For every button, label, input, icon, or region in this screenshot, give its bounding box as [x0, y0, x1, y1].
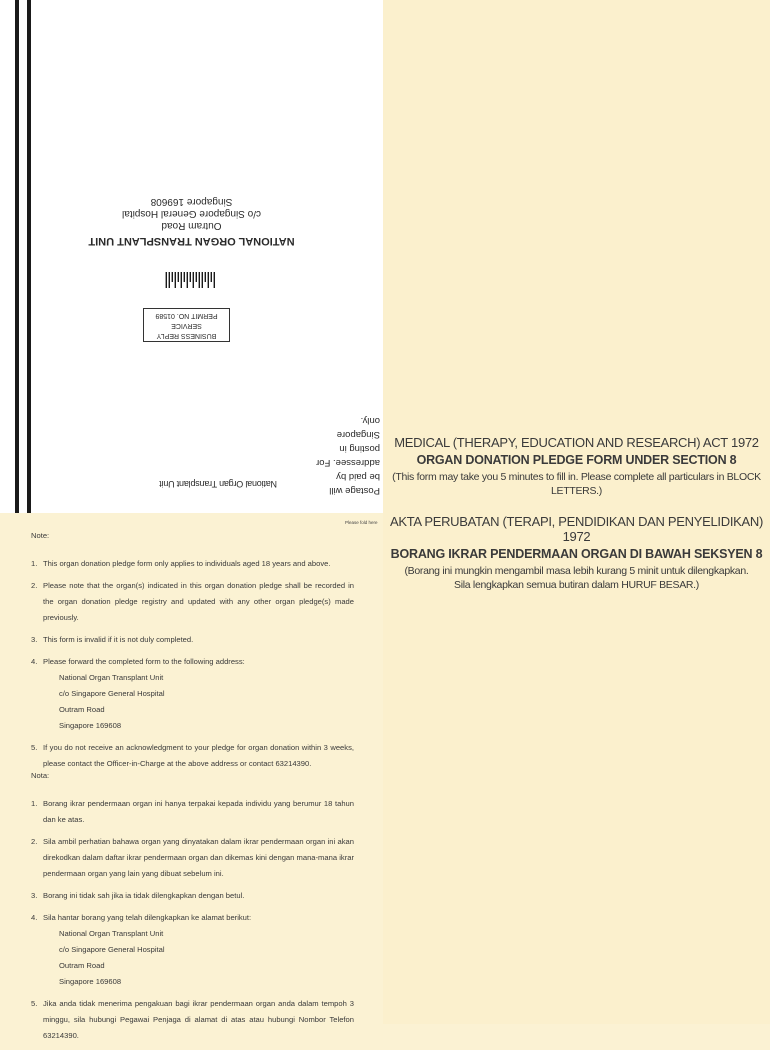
note-item: 3. Borang ini tidak sah jika ia tidak dilengkapkan dengan betul.: [31, 891, 245, 900]
note-text: Sila ambil perhatian bahawa organ yang dinyatakan dalam ikrar pendermaan organ ini akan direkodkan dalam daftar ikrar pendermaan organ dan dikemas kini dengan mana-mana ikrar pendermaan organ yang lain yang dibuat sebelum ini.: [43, 837, 354, 878]
business-reply-mailer: [0, 0, 383, 513]
address-line: c/o Singapore General Hospital: [122, 208, 261, 219]
note-item: 1. Borang ikrar pendermaan organ ini hanya terpakai kepada individu yang berumur 18 tahun dan ke atas.: [31, 799, 354, 824]
note-text: Borang ikrar pendermaan organ ini hanya terpakai kepada individu yang berumur 18 tahun dan ke atas.: [43, 799, 354, 824]
note-item: 4. Please forward the completed form to the following address: National Organ Transplant Unit c/o Singapore General Hospital Outram Road Singapore 169608: [31, 654, 354, 734]
address-line: c/o Singapore General Hospital: [59, 689, 165, 698]
postage-line: addressee. For: [316, 457, 380, 468]
postage-line: posting in: [339, 443, 380, 454]
address-line: Outram Road: [59, 961, 105, 970]
notes-heading: Note:: [31, 531, 50, 540]
address-line: National Organ Transplant Unit: [59, 673, 164, 682]
note-text: This organ donation pledge form only applies to individuals aged 18 years and above.: [43, 559, 331, 568]
mailer-bar: [27, 0, 31, 513]
address-line: Singapore 169608: [150, 196, 233, 207]
postage-note: [316, 413, 380, 497]
note-item: 4. Sila hantar borang yang telah dilengkapkan ke alamat berikut: National Organ Transplant Unit c/o Singapore General Hospital Outram Road Singapore 169608: [31, 910, 354, 990]
address-line: National Organ Transplant Unit: [59, 929, 164, 938]
note-item: 5. If you do not receive an acknowledgment to your pledge for organ donation within 3 weeks, please contact the Officer-in-Charge at the above address or contact 63214390.: [31, 743, 354, 768]
brs-line: PERMIT NO. 01589: [155, 312, 218, 319]
english-notes: [31, 528, 354, 778]
malay-notes: [31, 768, 354, 1050]
cover-panel: [383, 0, 770, 1024]
address-unit: NATIONAL ORGAN TRANSPLANT UNIT: [88, 235, 295, 247]
note-item: 2. Please note that the organ(s) indicated in this organ donation pledge shall be recorded in the organ donation pledge registry and updated with any other organ pledge(s) made previously.: [31, 581, 354, 622]
note-text: Jika anda tidak menerima pengakuan bagi ikrar pendermaan organ anda dalam tempoh 3 minggu, sila hubungi Pegawai Penjaga di alamat di atas atau hubungi Nombor Telefon 63214390.: [43, 999, 354, 1040]
act-title: MEDICAL (THERAPY, EDUCATION AND RESEARCH) ACT 1972: [394, 435, 759, 450]
note-item: 2. Sila ambil perhatian bahawa organ yang dinyatakan dalam ikrar pendermaan organ ini akan direkodkan dalam daftar ikrar pendermaan organ dan dikemas kini dengan mana-mana ikrar pendermaan organ yang lain yang dibuat sebelum ini.: [31, 837, 354, 878]
business-reply-box: [143, 308, 230, 342]
note-item: 3. This form is invalid if it is not duly completed.: [31, 635, 194, 644]
instruction-line: Sila lengkapkan semua butiran dalam HURUF BESAR.): [454, 579, 699, 591]
form-instructions-malay: [383, 564, 770, 592]
brs-line: BUSINESS REPLY SERVICE: [156, 322, 217, 339]
instruction-line: (Borang ini mungkin mengambil masa lebih kurang 5 minit untuk dilengkapkan.: [404, 565, 749, 577]
postage-line: Singapore only.: [336, 415, 380, 440]
form-instructions: (This form may take you 5 minutes to fill in. Please complete all particulars in BLOCK LETTERS.): [392, 471, 761, 497]
english-title-block: [383, 435, 770, 498]
notes-heading-malay: Nota:: [31, 771, 50, 780]
sender-label: National Organ Transplant Unit: [159, 479, 277, 489]
mailer-bar: [15, 0, 19, 513]
note-item: 1. This organ donation pledge form only applies to individuals aged 18 years and above.: [31, 559, 331, 568]
address-line: Singapore 169608: [59, 721, 122, 730]
postage-line: Postage will: [329, 485, 380, 496]
note-text: Sila hantar borang yang telah dilengkapkan ke alamat berikut:: [43, 913, 252, 922]
mailing-address: [0, 195, 383, 247]
fold-label: Please fold here: [345, 520, 378, 525]
postal-barcode: [165, 272, 215, 288]
note-text: Please note that the organ(s) indicated in this organ donation pledge shall be recorded in the organ donation pledge registry and updated with any other organ pledge(s) made previously.: [43, 581, 354, 622]
address-line: Outram Road: [59, 705, 105, 714]
address-line: Singapore 169608: [59, 977, 122, 986]
note-text: If you do not receive an acknowledgment to your pledge for organ donation within 3 weeks, please contact the Officer-in-Charge at the above address or contact 63214390.: [43, 743, 354, 768]
note-text: Please forward the completed form to the following address:: [43, 657, 245, 666]
form-title-malay: BORANG IKRAR PENDERMAAN ORGAN DI BAWAH SEKSYEN 8: [390, 547, 763, 561]
note-text: This form is invalid if it is not duly completed.: [43, 635, 194, 644]
form-title: ORGAN DONATION PLEDGE FORM UNDER SECTION 8: [416, 453, 737, 467]
address-line: c/o Singapore General Hospital: [59, 945, 165, 954]
note-item: 5. Jika anda tidak menerima pengakuan bagi ikrar pendermaan organ anda dalam tempoh 3 minggu, sila hubungi Pegawai Penjaga di alamat di atas atau hubungi Nombor Telefon 63214390.: [31, 999, 354, 1040]
note-text: Borang ini tidak sah jika ia tidak dilengkapkan dengan betul.: [43, 891, 245, 900]
address-line: Outram Road: [161, 220, 222, 231]
act-title-malay: AKTA PERUBATAN (TERAPI, PENDIDIKAN DAN PENYELIDIKAN) 1972: [389, 514, 764, 544]
postage-line: be paid by: [336, 471, 380, 482]
malay-title-block: [383, 514, 770, 592]
